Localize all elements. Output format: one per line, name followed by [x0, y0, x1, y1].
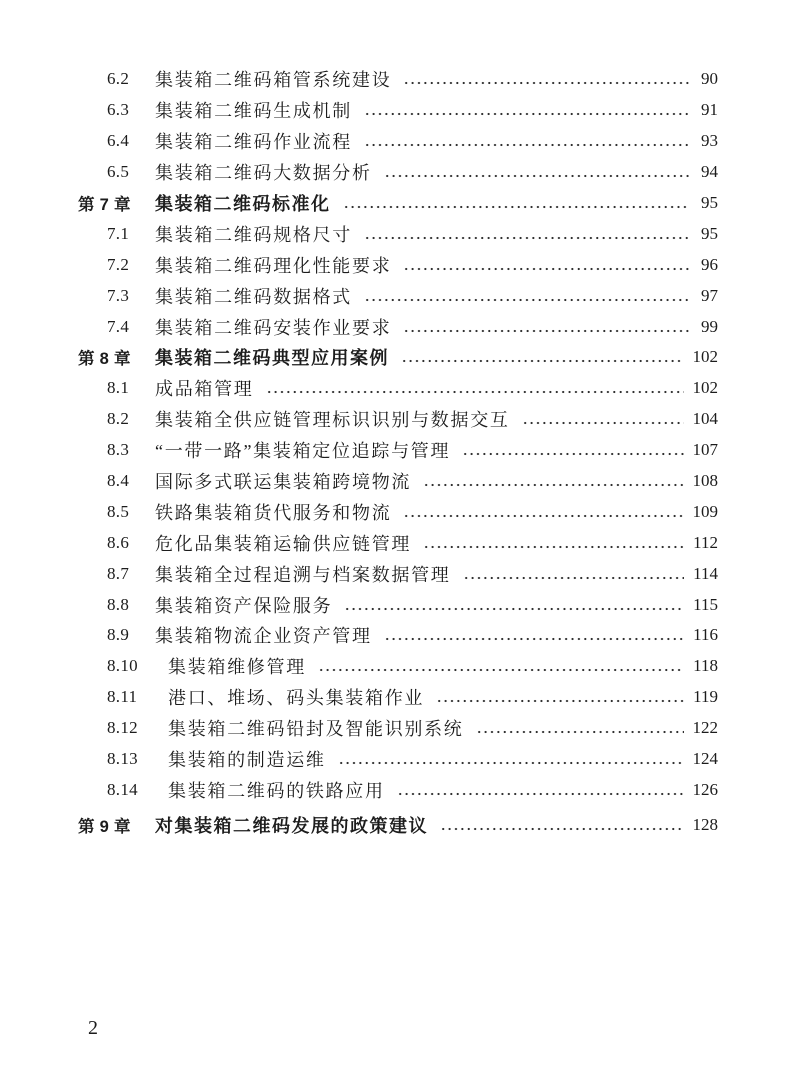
section-title: 集装箱物流企业资产管理	[155, 626, 372, 647]
section-number: 8.2	[107, 409, 130, 429]
section-title: “一带一路”集装箱定位追踪与管理	[155, 441, 451, 462]
page-reference: 116	[693, 625, 718, 645]
section-title: 集装箱的制造运维	[168, 750, 326, 771]
leader-dots	[522, 421, 684, 425]
section-number: 8.4	[107, 471, 130, 491]
page-reference: 102	[692, 347, 718, 367]
page-reference: 95	[701, 193, 718, 212]
section-number: 8.9	[107, 625, 130, 645]
toc-section-entry	[78, 249, 718, 280]
toc-section-entry	[78, 774, 718, 805]
leader-dots	[463, 576, 685, 580]
leader-dots	[397, 792, 684, 796]
leader-dots	[476, 730, 684, 734]
page-reference: 128	[692, 814, 718, 834]
chapter-number: 第 9 章	[78, 817, 131, 836]
toc-section-entry	[78, 713, 718, 744]
section-number: 8.12	[107, 718, 138, 738]
section-number: 6.5	[107, 162, 130, 182]
toc-section-entry	[78, 682, 718, 713]
leader-dots	[364, 143, 689, 147]
leader-dots	[403, 514, 683, 518]
section-number: 8.7	[107, 563, 130, 583]
page-reference: 99	[701, 316, 718, 336]
leader-dots	[403, 267, 689, 271]
leader-dots	[364, 112, 689, 116]
section-number: 6.4	[107, 131, 130, 151]
section-title: 集装箱资产保险服务	[155, 595, 333, 616]
toc-chapter-entry	[78, 188, 718, 219]
toc-section-entry	[78, 311, 718, 342]
page-reference: 91	[701, 100, 718, 120]
toc-section-entry	[78, 280, 718, 311]
section-title: 集装箱二维码铅封及智能识别系统	[168, 719, 464, 740]
section-title: 集装箱全供应链管理标识识别与数据交互	[155, 410, 510, 431]
chapter-title: 对集装箱二维码发展的政策建议	[155, 815, 428, 836]
leader-dots	[343, 205, 690, 209]
section-number: 8.8	[107, 594, 130, 614]
page-number: 2	[88, 1017, 98, 1039]
toc-section-entry	[78, 95, 718, 126]
section-title: 集装箱维修管理	[168, 657, 306, 678]
toc-section-entry	[78, 404, 718, 435]
page-reference: 115	[693, 594, 718, 614]
page-reference: 93	[701, 131, 718, 151]
section-title: 集装箱二维码箱管系统建设	[155, 70, 392, 91]
leader-dots	[384, 637, 684, 641]
section-number: 7.2	[107, 254, 130, 274]
section-title: 成品箱管理	[155, 379, 254, 400]
page-reference: 90	[701, 69, 718, 89]
page-reference: 118	[693, 656, 718, 676]
page-reference: 95	[701, 223, 718, 243]
page-reference: 108	[692, 471, 718, 491]
page-reference: 102	[692, 378, 718, 398]
toc-section-entry	[78, 126, 718, 157]
section-title: 集装箱二维码的铁路应用	[168, 780, 385, 801]
toc-chapter-entry	[78, 809, 718, 840]
leader-dots	[318, 668, 684, 672]
toc-section-entry	[78, 218, 718, 249]
section-number: 8.3	[107, 440, 130, 460]
leader-dots	[384, 174, 689, 178]
page-reference: 122	[692, 718, 718, 738]
toc-section-entry	[78, 157, 718, 188]
toc-section-entry	[78, 589, 718, 620]
section-title: 铁路集装箱货代服务和物流	[155, 502, 392, 523]
leader-dots	[423, 545, 684, 549]
section-title: 集装箱二维码大数据分析	[155, 163, 372, 184]
leader-dots	[344, 607, 684, 611]
section-number: 6.3	[107, 100, 130, 120]
toc-section-entry	[78, 373, 718, 404]
leader-dots	[401, 359, 684, 363]
page-reference: 109	[692, 501, 718, 521]
page-reference: 114	[693, 563, 718, 583]
page-reference: 119	[693, 687, 718, 707]
section-number: 6.2	[107, 69, 130, 89]
chapter-number: 第 8 章	[78, 350, 131, 369]
leader-dots	[423, 483, 683, 487]
page-reference: 104	[692, 409, 718, 429]
section-title: 集装箱二维码生成机制	[155, 101, 352, 122]
section-title: 集装箱全过程追溯与档案数据管理	[155, 564, 451, 585]
toc-section-entry	[78, 558, 718, 589]
leader-dots	[338, 761, 684, 765]
page-reference: 126	[692, 779, 718, 799]
section-number: 8.11	[107, 687, 138, 707]
section-number: 8.6	[107, 532, 130, 552]
chapter-number: 第 7 章	[78, 196, 131, 214]
leader-dots	[403, 329, 689, 333]
page-reference: 124	[692, 749, 718, 769]
page-reference: 96	[701, 254, 718, 274]
leader-dots	[364, 298, 689, 302]
section-title: 集装箱二维码理化性能要求	[155, 255, 392, 276]
section-number: 8.1	[107, 378, 130, 398]
chapter-title: 集装箱二维码典型应用案例	[155, 348, 389, 369]
page-reference: 107	[692, 440, 718, 460]
leader-dots	[266, 390, 684, 394]
leader-dots	[364, 236, 689, 240]
section-number: 8.10	[107, 656, 138, 676]
section-number: 7.1	[107, 223, 130, 243]
leader-dots	[403, 81, 689, 85]
section-number: 8.13	[107, 749, 138, 769]
section-number: 8.14	[107, 779, 138, 799]
page-reference: 97	[701, 285, 718, 305]
toc-section-entry	[78, 527, 718, 558]
toc-section-entry	[78, 435, 718, 466]
page-reference: 94	[701, 162, 718, 182]
section-title: 集装箱二维码规格尺寸	[155, 224, 352, 245]
section-number: 7.4	[107, 316, 130, 336]
section-title: 集装箱二维码作业流程	[155, 132, 352, 153]
section-title: 危化品集装箱运输供应链管理	[155, 533, 412, 554]
toc-section-entry	[78, 496, 718, 527]
toc-section-entry	[78, 466, 718, 497]
leader-dots	[462, 452, 683, 456]
section-title: 国际多式联运集装箱跨境物流	[155, 472, 412, 493]
chapter-title: 集装箱二维码标准化	[155, 194, 331, 214]
section-number: 8.5	[107, 501, 130, 521]
table-of-contents	[78, 64, 718, 840]
section-title: 集装箱二维码数据格式	[155, 286, 352, 307]
toc-section-entry	[78, 64, 718, 95]
section-title: 集装箱二维码安装作业要求	[155, 317, 392, 338]
toc-section-entry	[78, 651, 718, 682]
toc-section-entry	[78, 744, 718, 775]
toc-chapter-entry	[78, 342, 718, 373]
leader-dots	[440, 827, 684, 831]
section-number: 7.3	[107, 285, 130, 305]
leader-dots	[436, 699, 684, 703]
section-title: 港口、堆场、码头集装箱作业	[168, 688, 425, 709]
toc-section-entry	[78, 620, 718, 651]
page-reference: 112	[693, 532, 718, 552]
